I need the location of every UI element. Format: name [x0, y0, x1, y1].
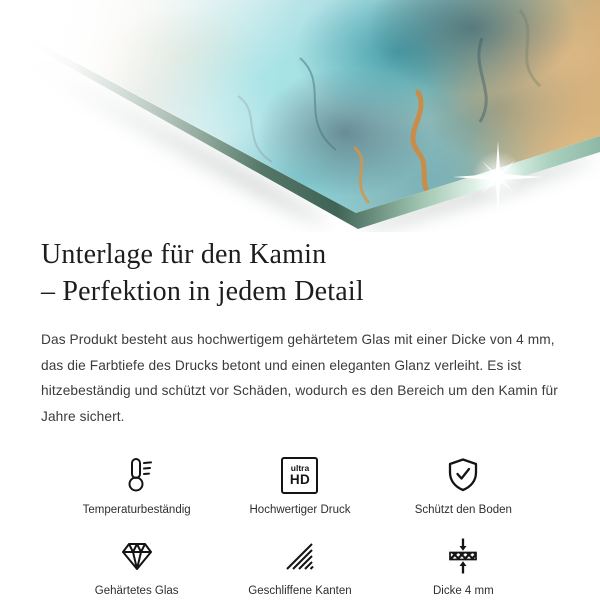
product-description: Das Produkt besteht aus hochwertigem gehärtetem Glas mit einer Dicke von 4 mm, das die Farbtiefe des Drucks betont und einen eleganten Glanz verleiht. Es ist hitzebeständig und schützt vor Schäden, wodurch es den Bereich um den Kamin für Jahre sichert. [41, 332, 558, 424]
title-line-1: Unterlage für den Kamin [41, 239, 327, 270]
feature-thickness-4mm [382, 536, 545, 597]
page-title [41, 236, 559, 310]
polished-edges-icon [281, 536, 319, 576]
feature-tempered-glass [55, 536, 218, 597]
feature-label: Dicke 4 mm [432, 585, 494, 597]
feature-protects-floor [382, 455, 545, 516]
feature-label: Schützt den Boden [414, 504, 512, 516]
feature-label: Gehärtetes Glas [94, 585, 179, 597]
product-photo [0, 0, 600, 232]
title-line-2: – Perfektion in jedem Detail [41, 276, 364, 307]
diamond-icon [117, 536, 157, 576]
sparkle-glint-icon [450, 129, 546, 225]
feature-label: Temperaturbeständig [82, 504, 191, 516]
feature-label: Geschliffene Kanten [248, 585, 352, 597]
shield-check-icon [444, 455, 482, 495]
feature-grid [41, 455, 559, 597]
feature-polished-edges [218, 536, 381, 597]
ultra-hd-badge-bottom: HD [289, 471, 311, 487]
feature-label: Hochwertiger Druck [249, 504, 351, 516]
thermometer-icon [118, 455, 156, 495]
feature-high-quality-print [218, 455, 381, 516]
ultra-hd-icon [281, 455, 318, 495]
feature-temperature-resistant [55, 455, 218, 516]
ultra-hd-badge-top: ultra [290, 463, 310, 473]
thickness-icon [444, 536, 482, 576]
